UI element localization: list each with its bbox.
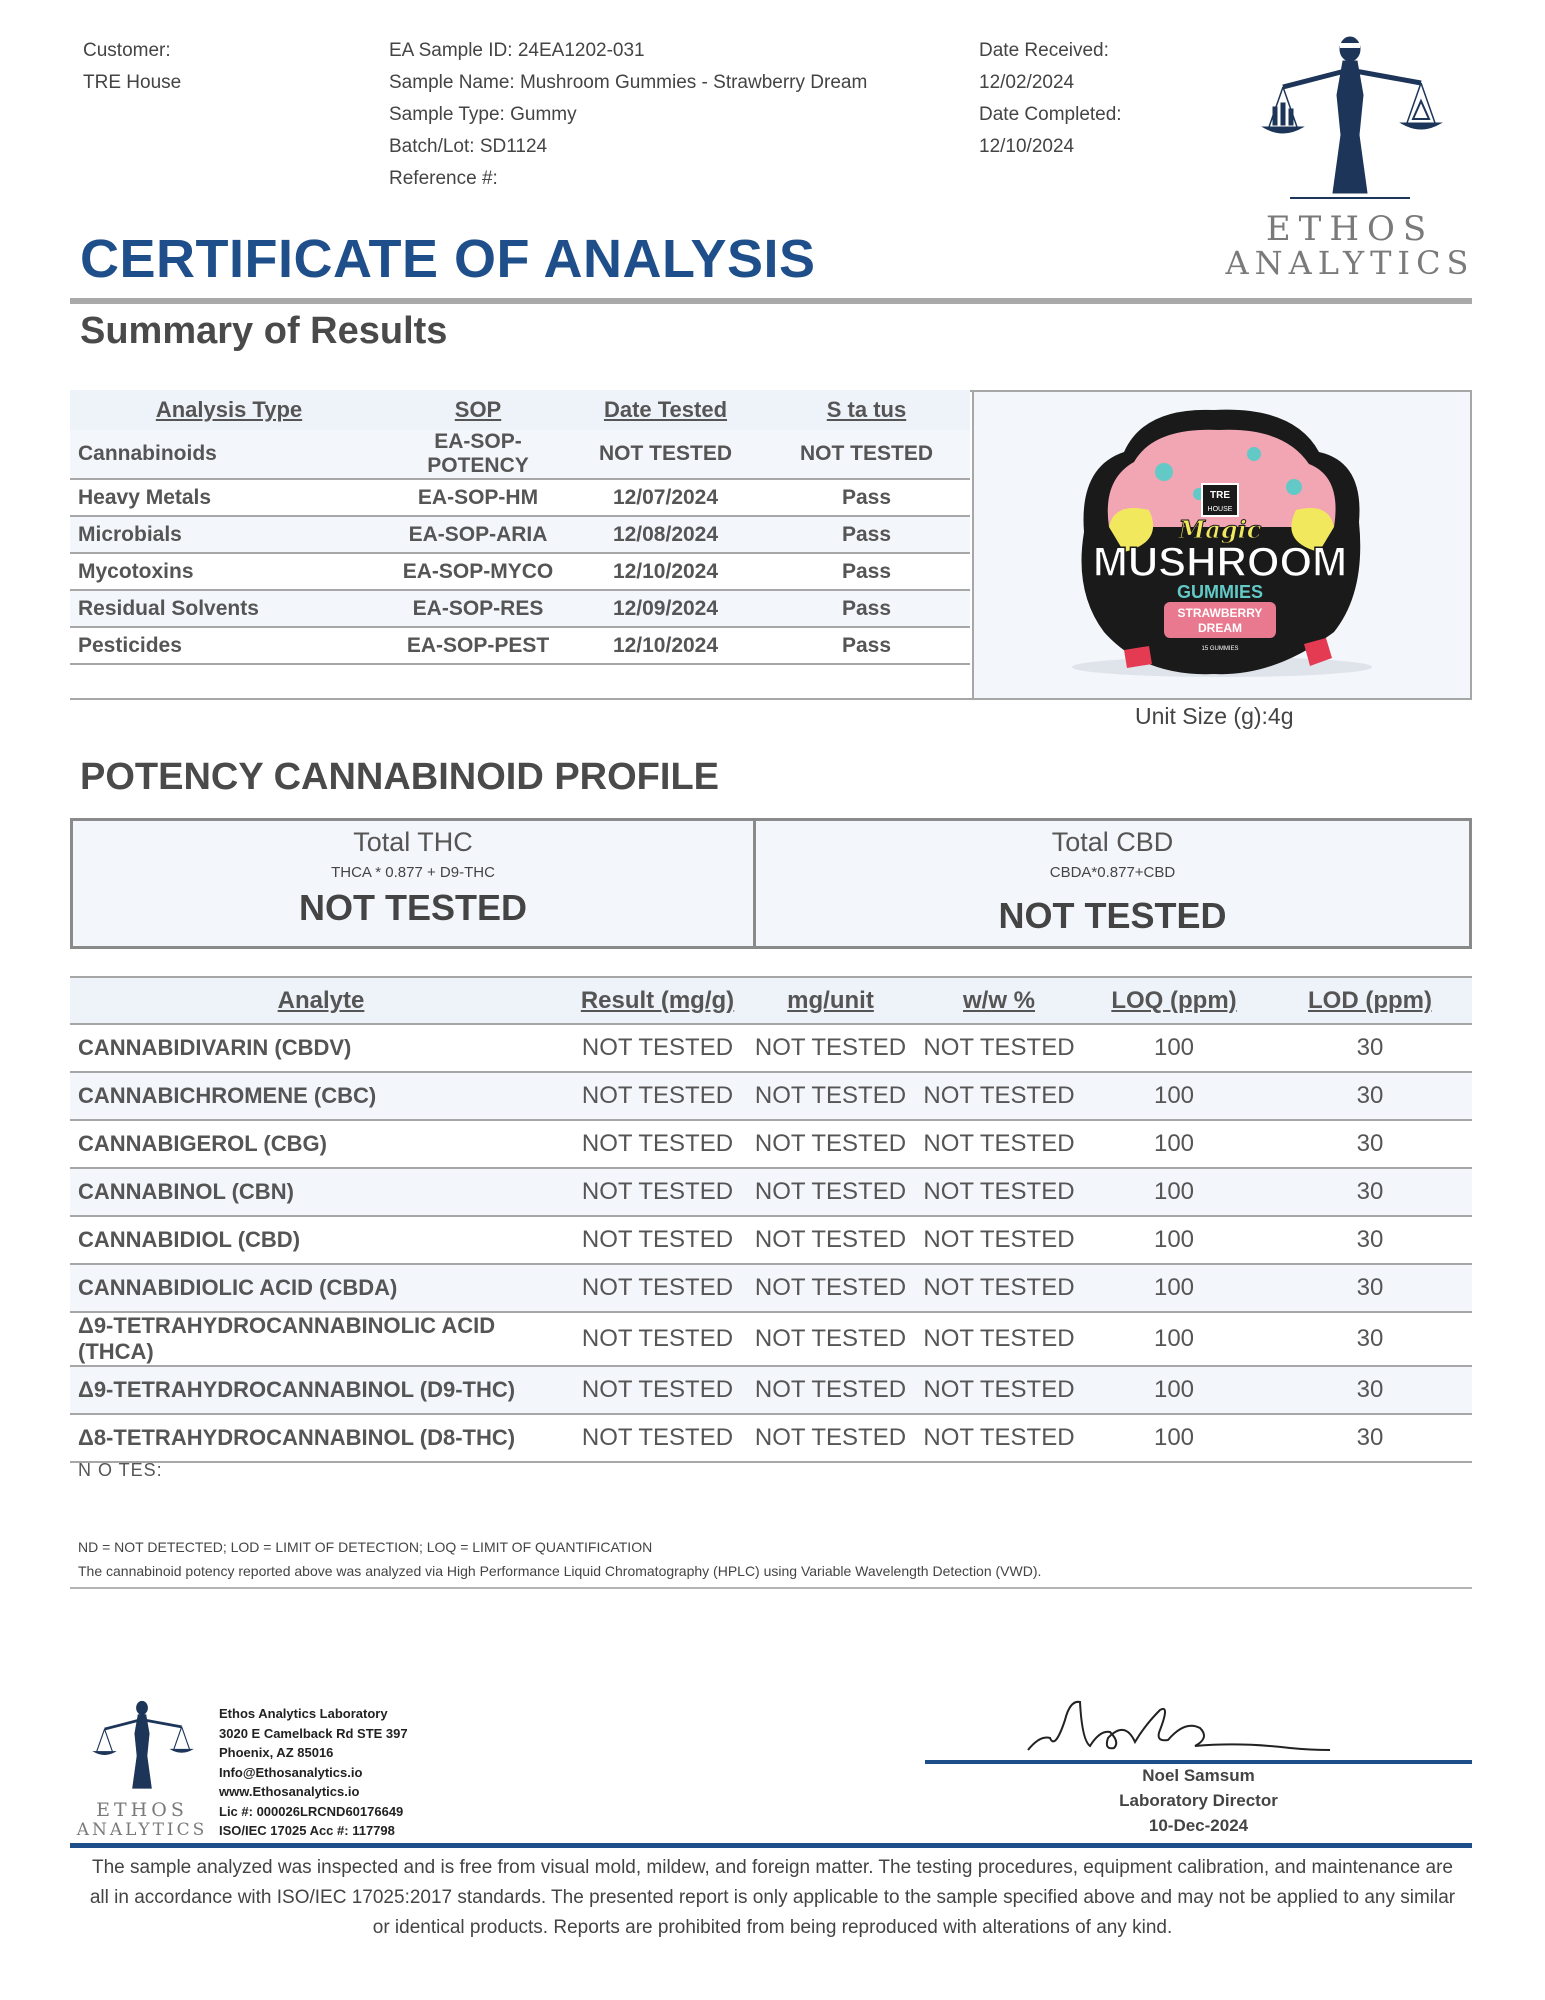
summary-row bbox=[70, 627, 970, 664]
svg-text:HOUSE: HOUSE bbox=[1207, 506, 1233, 513]
lab-logo-text-analytics: ANALYTICS bbox=[76, 1820, 208, 1840]
result-mg-g: NOT TESTED bbox=[572, 1024, 743, 1072]
analyte-name: CANNABIDIOLIC ACID (CBDA) bbox=[70, 1264, 572, 1312]
result-mg-g: NOT TESTED bbox=[572, 1072, 743, 1120]
total-cbd-label: Total CBD bbox=[1051, 827, 1174, 857]
loq: 100 bbox=[1080, 1072, 1268, 1120]
scales-of-justice-icon bbox=[72, 1700, 212, 1795]
ww-percent: NOT TESTED bbox=[918, 1366, 1080, 1414]
analyte-table bbox=[70, 976, 1472, 1463]
customer-name: TRE House bbox=[83, 72, 182, 93]
col-loq: LOQ (ppm) bbox=[1080, 977, 1268, 1024]
total-cbd-value: NOT TESTED bbox=[998, 895, 1227, 936]
lod: 30 bbox=[1268, 1366, 1472, 1414]
date-tested: NOT TESTED bbox=[568, 430, 763, 479]
sample-type: Sample Type: Gummy bbox=[389, 104, 577, 125]
date-tested: 12/08/2024 bbox=[568, 516, 763, 553]
analyte-name: Δ8-TETRAHYDROCANNABINOL (D8-THC) bbox=[70, 1414, 572, 1462]
col-sop: SOP bbox=[388, 390, 568, 430]
result-mg-g: NOT TESTED bbox=[572, 1312, 743, 1366]
product-line2: MUSHROOM bbox=[1092, 538, 1348, 585]
total-thc-formula: THCA * 0.877 + D9-THC bbox=[331, 864, 495, 881]
scales-of-justice-icon bbox=[1225, 35, 1475, 205]
status: Pass bbox=[763, 627, 970, 664]
logo-text-analytics: ANALYTICS bbox=[1225, 244, 1475, 282]
mg-unit: NOT TESTED bbox=[743, 1264, 918, 1312]
sop: EA-SOP-ARIA bbox=[388, 516, 568, 553]
result-mg-g: NOT TESTED bbox=[572, 1216, 743, 1264]
loq: 100 bbox=[1080, 1216, 1268, 1264]
unit-size: Unit Size (g):4g bbox=[1135, 703, 1294, 729]
total-thc-box bbox=[70, 818, 756, 949]
title-divider bbox=[70, 298, 1472, 304]
analyte-row bbox=[70, 1366, 1472, 1414]
col-analyte: Analyte bbox=[70, 977, 572, 1024]
lod: 30 bbox=[1268, 1216, 1472, 1264]
product-line3: GUMMIES bbox=[1176, 582, 1264, 602]
loq: 100 bbox=[1080, 1120, 1268, 1168]
lod: 30 bbox=[1268, 1168, 1472, 1216]
analyte-row bbox=[70, 1216, 1472, 1264]
ww-percent: NOT TESTED bbox=[918, 1120, 1080, 1168]
disclaimer: The sample analyzed was inspected and is free from visual mold, mildew, and foreign matter. The testing procedures, equipment calibration, and maintenance are all in accordance with ISO/IEC 17025:2017 standards. The presented report is only applicable to the sample specified above and may not be applied to any similar or identical products. Reports are prohibited from being reproduced with alterations of any kind. bbox=[89, 1857, 1456, 1938]
signature-line bbox=[925, 1760, 1472, 1764]
loq: 100 bbox=[1080, 1366, 1268, 1414]
analysis-type: Microbials bbox=[70, 516, 388, 553]
sample-id: EA Sample ID: 24EA1202-031 bbox=[389, 40, 645, 61]
mg-unit: NOT TESTED bbox=[743, 1414, 918, 1462]
lod: 30 bbox=[1268, 1024, 1472, 1072]
product-brand: TRE bbox=[1210, 490, 1230, 501]
analyte-name: Δ9-TETRAHYDROCANNABINOL (D9-THC) bbox=[70, 1366, 572, 1414]
ww-percent: NOT TESTED bbox=[918, 1264, 1080, 1312]
notes-label: N O TES: bbox=[78, 1460, 163, 1480]
total-cbd-box bbox=[753, 818, 1472, 949]
analyte-row bbox=[70, 1072, 1472, 1120]
analyte-row bbox=[70, 1168, 1472, 1216]
summary-row bbox=[70, 553, 970, 590]
customer-block bbox=[83, 35, 181, 99]
analysis-type: Pesticides bbox=[70, 627, 388, 664]
lab-email: Info@Ethosanalytics.io bbox=[219, 1764, 363, 1780]
lab-info bbox=[219, 1704, 408, 1841]
total-thc-label: Total THC bbox=[353, 827, 473, 857]
customer-label: Customer: bbox=[83, 40, 171, 61]
analyte-name: CANNABIGEROL (CBG) bbox=[70, 1120, 572, 1168]
date-tested: 12/10/2024 bbox=[568, 553, 763, 590]
analyte-row bbox=[70, 1414, 1472, 1462]
summary-title: Summary of Results bbox=[80, 310, 448, 352]
loq: 100 bbox=[1080, 1414, 1268, 1462]
analyte-name: Δ9-TETRAHYDROCANNABINOLIC ACID (THCA) bbox=[70, 1312, 572, 1366]
sop: EA-SOP-PEST bbox=[388, 627, 568, 664]
ww-percent: NOT TESTED bbox=[918, 1312, 1080, 1366]
analyte-header-row bbox=[70, 977, 1472, 1024]
lab-logo-text-ethos: ETHOS bbox=[96, 1799, 188, 1821]
col-status: S ta tus bbox=[763, 390, 970, 430]
date-completed-label: Date Completed: bbox=[979, 104, 1122, 125]
summary-row bbox=[70, 430, 970, 479]
dates-block bbox=[979, 35, 1122, 163]
sop: EA-SOP-MYCO bbox=[388, 553, 568, 590]
sop: EA-SOP-RES bbox=[388, 590, 568, 627]
date-received: 12/02/2024 bbox=[979, 72, 1075, 93]
status: Pass bbox=[763, 479, 970, 516]
ww-percent: NOT TESTED bbox=[918, 1414, 1080, 1462]
summary-row bbox=[70, 516, 970, 553]
date-tested: 12/10/2024 bbox=[568, 627, 763, 664]
col-lod: LOD (ppm) bbox=[1268, 977, 1472, 1024]
summary-table-wrap bbox=[70, 390, 970, 699]
certificate-title: CERTIFICATE OF ANALYSIS bbox=[80, 229, 816, 289]
product-image-panel bbox=[972, 390, 1472, 700]
mg-unit: NOT TESTED bbox=[743, 1366, 918, 1414]
result-mg-g: NOT TESTED bbox=[572, 1168, 743, 1216]
total-cbd-formula: CBDA*0.877+CBD bbox=[1049, 864, 1176, 881]
lab-logo-small bbox=[72, 1700, 212, 1840]
mg-unit: NOT TESTED bbox=[743, 1120, 918, 1168]
product-flavor2: DREAM bbox=[1198, 621, 1242, 635]
date-completed: 12/10/2024 bbox=[979, 136, 1075, 157]
ww-percent: NOT TESTED bbox=[918, 1168, 1080, 1216]
lod: 30 bbox=[1268, 1120, 1472, 1168]
lab-iso: ISO/IEC 17025 Acc #: 117798 bbox=[219, 1823, 395, 1838]
product-count: 15 GUMMIES bbox=[1201, 646, 1239, 652]
lab-address2: Phoenix, AZ 85016 bbox=[219, 1745, 334, 1760]
notes-legend: ND = NOT DETECTED; LOD = LIMIT OF DETECTION; LOQ = LIMIT OF QUANTIFICATION bbox=[78, 1539, 653, 1555]
lab-license: Lic #: 000026LRCND60176649 bbox=[219, 1803, 404, 1819]
ww-percent: NOT TESTED bbox=[918, 1072, 1080, 1120]
status: Pass bbox=[763, 590, 970, 627]
lod: 30 bbox=[1268, 1312, 1472, 1366]
mg-unit: NOT TESTED bbox=[743, 1072, 918, 1120]
sop: EA-SOP-POTENCY bbox=[388, 430, 568, 479]
col-ww: w/w % bbox=[918, 977, 1080, 1024]
analyte-name: CANNABICHROMENE (CBC) bbox=[70, 1072, 572, 1120]
result-mg-g: NOT TESTED bbox=[572, 1120, 743, 1168]
sop: EA-SOP-HM bbox=[388, 479, 568, 516]
potency-title: POTENCY CANNABINOID PROFILE bbox=[80, 756, 720, 798]
analyte-body bbox=[70, 1024, 1472, 1462]
notes-divider bbox=[70, 1587, 1472, 1589]
date-tested: 12/07/2024 bbox=[568, 479, 763, 516]
lab-website: www.Ethosanalytics.io bbox=[219, 1784, 360, 1799]
col-date-tested: Date Tested bbox=[568, 390, 763, 430]
product-image bbox=[974, 392, 1470, 698]
lod: 30 bbox=[1268, 1072, 1472, 1120]
signature-date: 10-Dec-2024 bbox=[1148, 1816, 1249, 1835]
analyte-name: CANNABINOL (CBN) bbox=[70, 1168, 572, 1216]
product-flavor1: STRAWBERRY bbox=[1177, 606, 1263, 620]
analysis-type: Mycotoxins bbox=[70, 553, 388, 590]
ww-percent: NOT TESTED bbox=[918, 1216, 1080, 1264]
col-result: Result (mg/g) bbox=[572, 977, 743, 1024]
signer-name: Noel Samsum bbox=[1142, 1766, 1255, 1785]
analyte-row bbox=[70, 1024, 1472, 1072]
status: NOT TESTED bbox=[763, 430, 970, 479]
mg-unit: NOT TESTED bbox=[743, 1216, 918, 1264]
status: Pass bbox=[763, 553, 970, 590]
result-mg-g: NOT TESTED bbox=[572, 1414, 743, 1462]
ethos-logo bbox=[1225, 35, 1475, 285]
analysis-type: Residual Solvents bbox=[70, 590, 388, 627]
sample-block bbox=[389, 35, 867, 195]
analyte-name: CANNABIDIVARIN (CBDV) bbox=[70, 1024, 572, 1072]
analysis-type: Heavy Metals bbox=[70, 479, 388, 516]
analyte-row bbox=[70, 1120, 1472, 1168]
reference: Reference #: bbox=[389, 168, 498, 189]
result-mg-g: NOT TESTED bbox=[572, 1264, 743, 1312]
mg-unit: NOT TESTED bbox=[743, 1312, 918, 1366]
result-mg-g: NOT TESTED bbox=[572, 1366, 743, 1414]
lod: 30 bbox=[1268, 1414, 1472, 1462]
loq: 100 bbox=[1080, 1264, 1268, 1312]
loq: 100 bbox=[1080, 1024, 1268, 1072]
analyte-row bbox=[70, 1264, 1472, 1312]
loq: 100 bbox=[1080, 1168, 1268, 1216]
summary-table bbox=[70, 390, 970, 665]
signer-title: Laboratory Director bbox=[1119, 1791, 1278, 1810]
logo-text-ethos: ETHOS bbox=[1265, 209, 1435, 249]
status: Pass bbox=[763, 516, 970, 553]
col-analysis-type: Analysis Type bbox=[70, 390, 388, 430]
product-line1: Magic bbox=[1178, 515, 1262, 544]
mg-unit: NOT TESTED bbox=[743, 1168, 918, 1216]
loq: 100 bbox=[1080, 1312, 1268, 1366]
analyte-row bbox=[70, 1312, 1472, 1366]
mg-unit: NOT TESTED bbox=[743, 1024, 918, 1072]
analysis-type: Cannabinoids bbox=[70, 430, 388, 479]
summary-header-row bbox=[70, 390, 970, 430]
ww-percent: NOT TESTED bbox=[918, 1024, 1080, 1072]
summary-row bbox=[70, 479, 970, 516]
batch-lot: Batch/Lot: SD1124 bbox=[389, 136, 548, 157]
lab-address1: 3020 E Camelback Rd STE 397 bbox=[219, 1725, 408, 1741]
summary-row bbox=[70, 590, 970, 627]
lod: 30 bbox=[1268, 1264, 1472, 1312]
date-received-label: Date Received: bbox=[979, 40, 1109, 61]
sample-name: Sample Name: Mushroom Gummies - Strawberry Dream bbox=[389, 72, 868, 93]
footer-divider bbox=[70, 1843, 1472, 1848]
date-tested: 12/09/2024 bbox=[568, 590, 763, 627]
total-thc-value: NOT TESTED bbox=[298, 887, 527, 928]
notes-method: The cannabinoid potency reported above was analyzed via High Performance Liquid Chromatography (HPLC) using Variable Wavelength Detection (VWD). bbox=[78, 1563, 1042, 1579]
lab-name: Ethos Analytics Laboratory bbox=[219, 1706, 388, 1721]
analyte-name: CANNABIDIOL (CBD) bbox=[70, 1216, 572, 1264]
col-mg-unit: mg/unit bbox=[743, 977, 918, 1024]
signature-image bbox=[1010, 1680, 1350, 1760]
